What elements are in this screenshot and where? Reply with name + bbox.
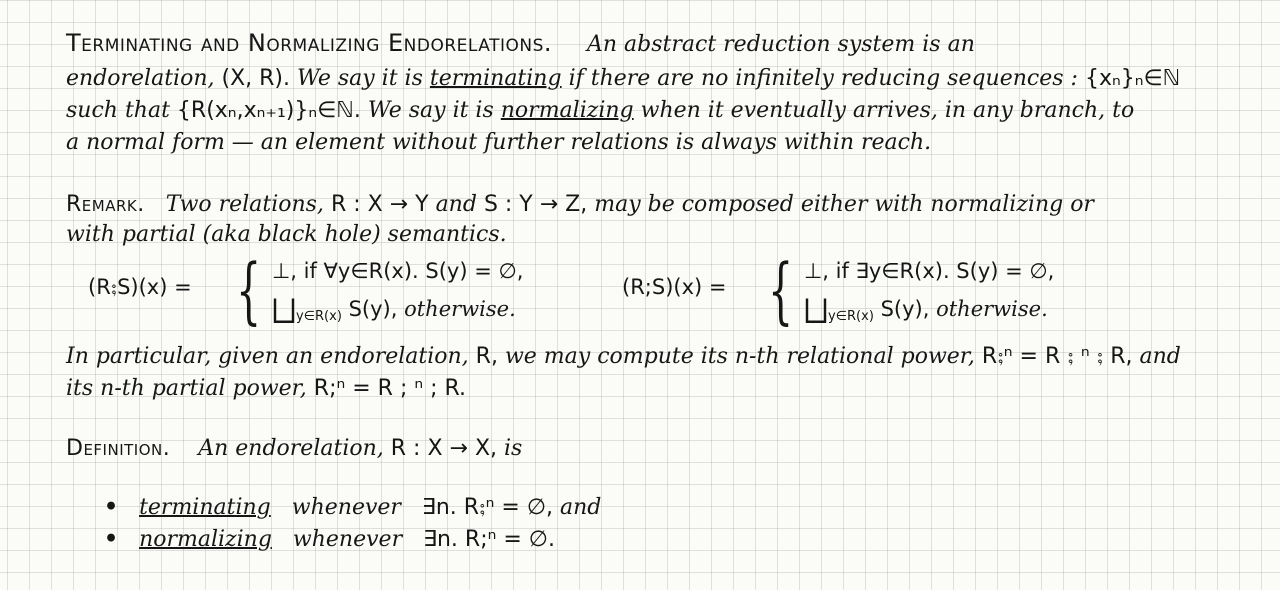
formula-otherwise: otherwise. — [404, 297, 516, 321]
intro-text: if there are no infinitely reducing sequences : — [568, 66, 1078, 91]
remark-line-2 — [66, 220, 1210, 250]
big-union-icon: ⨆ — [272, 293, 296, 328]
particular-text: In particular, given an endorelation, — [66, 344, 469, 369]
intro-line-3 — [66, 96, 1210, 126]
bullet-icon: • — [104, 494, 119, 520]
intro-text: We say it is — [297, 66, 423, 91]
remark-line-1 — [66, 190, 1210, 220]
formula-case-2 — [804, 294, 1048, 332]
math-relation-r: R : X → Y — [330, 192, 429, 217]
math-condition: ∃n. R⨟ⁿ = ∅, — [421, 495, 553, 520]
particular-text: its n-th partial power, — [66, 376, 307, 401]
intro-line-2 — [66, 64, 1210, 94]
formula-subscript: y∈R(x) — [296, 309, 342, 324]
left-brace: { — [236, 248, 262, 332]
math-endorelation: R : X → X, — [390, 436, 498, 461]
formula-lhs: (R⨟S)(x) = — [88, 275, 192, 299]
big-union-icon: ⨆ — [804, 293, 828, 328]
math-pair: (X, R). — [221, 66, 291, 91]
list-item — [104, 524, 555, 555]
formula-case-2 — [272, 294, 516, 332]
math-condition: ∃n. R;ⁿ = ∅. — [423, 527, 555, 552]
normalizing-composition-formula — [88, 248, 588, 336]
term-terminating: terminating — [429, 66, 562, 91]
math-partial-power: R;ⁿ = R ; ⁿ ; R. — [313, 376, 467, 401]
left-brace: { — [768, 248, 794, 332]
formula-subscript: y∈R(x) — [828, 309, 874, 324]
definition-text: is — [504, 436, 523, 461]
intro-text: such that — [66, 98, 170, 123]
remark-text: with partial (aka black hole) semantics. — [66, 222, 507, 247]
math-set: {R(xₙ,xₙ₊₁)}ₙ∈ℕ. — [176, 98, 361, 123]
definition-text: whenever — [291, 495, 401, 520]
math-relational-power: R⨟ⁿ = R ⨟ ⁿ ⨟ R, — [981, 344, 1133, 369]
intro-text: We say it is — [367, 98, 494, 123]
math-relation-r: R, — [475, 344, 498, 369]
particular-line-1 — [66, 342, 1210, 372]
formula-otherwise: otherwise. — [936, 297, 1048, 321]
intro-text: a normal form — an element without further relations is always within reach. — [66, 130, 932, 155]
definition-text: whenever — [292, 527, 403, 552]
list-item — [104, 492, 601, 523]
intro-text: when it eventually arrives, in any branch, to — [640, 98, 1135, 123]
remark-label: Remark. — [66, 192, 145, 217]
particular-text: we may compute its n-th relational power, — [504, 344, 975, 369]
bullet-icon: • — [104, 526, 119, 552]
formula-lhs: (R;S)(x) = — [622, 275, 727, 299]
formula-case-1: ⊥, if ∃y∈R(x). S(y) = ∅, — [804, 259, 1055, 283]
remark-text: Two relations, — [165, 192, 324, 217]
definition-label: Definition. — [66, 436, 171, 461]
section-title: Terminating and Normalizing Endorelations. — [66, 29, 553, 57]
intro-line-4 — [66, 128, 1210, 158]
definition-text: and — [559, 495, 602, 520]
partial-composition-formula — [622, 248, 1182, 336]
formula-body: S(y), — [880, 297, 930, 321]
particular-text: and — [1139, 344, 1181, 369]
formula-body: S(y), — [348, 297, 398, 321]
definition-text: An endorelation, — [198, 436, 384, 461]
formula-case-1: ⊥, if ∀y∈R(x). S(y) = ∅, — [272, 259, 524, 283]
math-sequence: {xₙ}ₙ∈ℕ — [1084, 66, 1181, 91]
intro-text: An abstract reduction system is an — [586, 32, 975, 57]
intro-line-1 — [66, 28, 1210, 60]
term-normalizing: normalizing — [500, 98, 634, 123]
math-relation-s: S : Y → Z, — [483, 192, 588, 217]
definition-line — [66, 434, 1210, 464]
term-normalizing: normalizing — [139, 527, 272, 552]
intro-text: endorelation, — [66, 66, 215, 91]
remark-text: and — [435, 192, 477, 217]
particular-line-2 — [66, 374, 1210, 404]
term-terminating: terminating — [139, 495, 271, 520]
remark-text: may be composed either with normalizing or — [594, 192, 1094, 217]
